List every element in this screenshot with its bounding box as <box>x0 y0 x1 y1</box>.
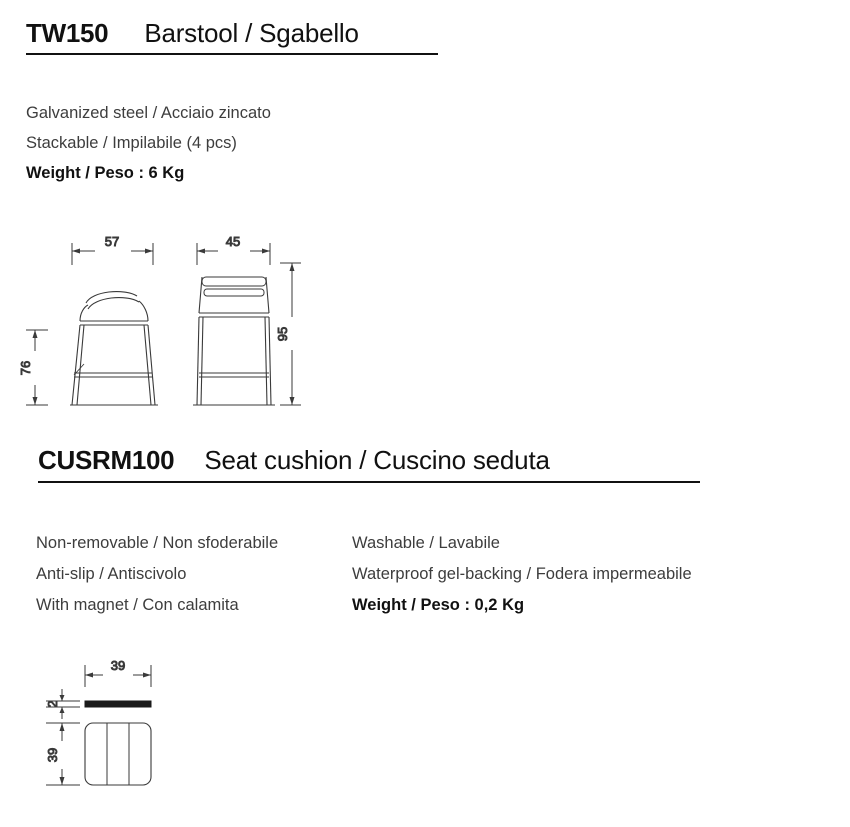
barstool-drawing-svg <box>0 225 330 420</box>
product-1-heading <box>26 18 438 55</box>
dim-width-front: 57 <box>104 234 120 249</box>
spec-line-weight: Weight / Peso : 6 Kg <box>26 164 185 182</box>
dim-width-side: 45 <box>225 234 241 249</box>
dim-height-total: 95 <box>275 326 290 342</box>
spec-line: Anti-slip / Antiscivolo <box>36 565 187 583</box>
dim-height-seat: 76 <box>18 360 33 376</box>
cushion-drawing-svg <box>0 655 260 805</box>
spec-line: Galvanized steel / Acciaio zincato <box>26 104 271 122</box>
product-1-technical-drawing <box>0 225 330 420</box>
product-2-name: Seat cushion / Cuscino seduta <box>204 445 550 475</box>
product-2-heading <box>38 445 700 483</box>
dim-cushion-width: 39 <box>110 658 126 673</box>
dim-cushion-thickness: 2 <box>45 700 60 708</box>
spec-line: Stackable / Impilabile (4 pcs) <box>26 134 237 152</box>
product-2-code: CUSRM100 <box>38 445 175 475</box>
spec-line: Non-removable / Non sfoderabile <box>36 534 279 552</box>
product-2-technical-drawing <box>0 655 260 805</box>
product-1-name: Barstool / Sgabello <box>144 18 359 48</box>
product-1-specs <box>26 98 271 188</box>
product-1-code: TW150 <box>26 18 109 48</box>
spec-line: Waterproof gel-backing / Fodera impermeabile <box>352 565 692 583</box>
dim-cushion-depth: 39 <box>45 747 60 763</box>
product-2-specs-left <box>36 528 278 621</box>
spec-line: With magnet / Con calamita <box>36 596 239 614</box>
product-2-specs-right <box>352 528 692 621</box>
spec-line: Washable / Lavabile <box>352 534 500 552</box>
spec-line-weight: Weight / Peso : 0,2 Kg <box>352 596 525 614</box>
